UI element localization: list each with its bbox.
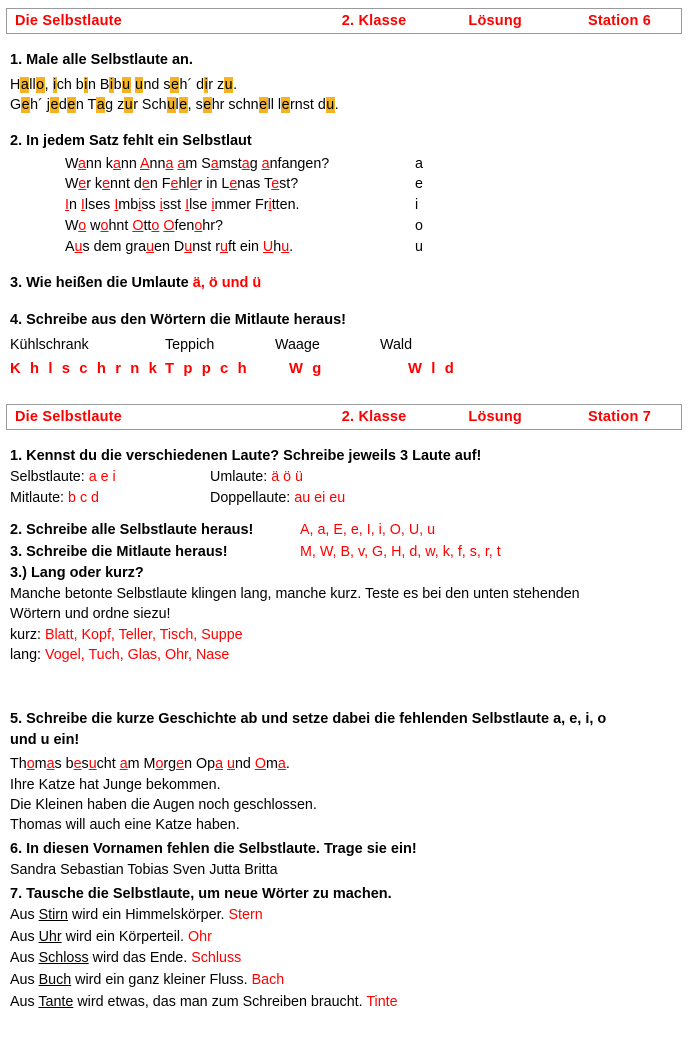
sentence-text — [65, 195, 415, 216]
grid-cell: Teppich — [165, 336, 215, 353]
red-vowel: a — [261, 155, 270, 172]
s7-task2-row — [10, 520, 678, 542]
text-run: rnst d — [290, 96, 326, 113]
text-run: m — [265, 756, 278, 773]
swap-prefix: Aus — [10, 993, 39, 1010]
sentence-row — [10, 195, 678, 216]
station7-header-bar — [6, 404, 682, 430]
swap-answer: Stern — [228, 906, 263, 923]
text-run: hnt — [108, 217, 133, 234]
red-vowel: u — [146, 238, 155, 255]
text-run: r k — [86, 176, 103, 193]
highlighted-vowel: e — [203, 96, 212, 113]
text-run: s dem gra — [82, 238, 147, 255]
red-vowel: a — [112, 155, 121, 172]
highlighted-vowel: e — [259, 96, 268, 113]
swap-prefix: Aus — [10, 928, 39, 945]
text-run: r z — [208, 76, 225, 93]
text-run: W — [65, 176, 79, 193]
text-run: hr schn — [211, 96, 259, 113]
station6-header-bar — [6, 8, 682, 34]
red-vowel: e — [73, 756, 82, 773]
text-run: b — [113, 76, 122, 93]
text-run: nn k — [85, 155, 113, 172]
red-vowel: a — [177, 155, 186, 172]
station7-title: Die Selbstlaute — [15, 409, 122, 426]
s7-task3b-lang-row — [10, 645, 678, 665]
grid-cell: T p p c h — [165, 361, 250, 378]
s7-task3b-text-line1: Manche betonte Selbstlaute klingen lang, manche kurz. Teste es bei den unten stehenden — [10, 585, 580, 602]
station7-station-number: Station 7 — [587, 409, 651, 426]
swap-row — [10, 948, 678, 970]
text-run: ft ein — [227, 238, 263, 255]
s6-task3-answer: ä, ö und ü — [192, 275, 262, 292]
text-run: nn — [120, 155, 140, 172]
s7-kurz-answer: Blatt, Kopf, Teller, Tisch, Suppe — [44, 626, 243, 643]
sentence-answer: a — [415, 155, 423, 172]
red-vowel: u — [227, 756, 235, 773]
s6-task4-words — [10, 335, 678, 356]
text-run: en D — [154, 238, 185, 255]
highlighted-vowel: u — [135, 76, 143, 93]
red-vowel: e — [176, 756, 185, 773]
red-vowel: a — [215, 756, 224, 773]
sentence-answer: e — [415, 176, 423, 193]
sentence-text — [65, 154, 415, 175]
text-run: nfangen? — [269, 155, 330, 172]
s7-lang-label: lang: — [10, 646, 45, 663]
s6-task4-answers — [10, 358, 678, 380]
red-vowel: i — [211, 197, 215, 214]
red-vowel: u — [281, 238, 290, 255]
highlighted-vowel: i — [109, 76, 114, 93]
text-run: . — [334, 96, 339, 113]
highlighted-vowel: e — [21, 96, 30, 113]
text-run: ll l — [267, 96, 282, 113]
red-vowel: a — [277, 756, 286, 773]
highlighted-vowel: u — [326, 96, 335, 113]
text-run: hr? — [202, 217, 223, 234]
red-vowel: a — [210, 155, 219, 172]
swap-source-word: Uhr — [38, 928, 62, 945]
text-run: mst — [218, 155, 242, 172]
red-vowel: I — [80, 197, 85, 214]
s7-kurz-label: kurz: — [10, 626, 45, 643]
laute-label: Doppellaute: — [210, 490, 295, 507]
text-run: ss — [141, 197, 160, 214]
swap-clue: wird ein Himmelskörper. — [68, 906, 229, 923]
highlighted-vowel: e — [179, 96, 188, 113]
highlighted-vowel: a — [96, 96, 105, 113]
laute-col-left — [10, 488, 210, 509]
s6-task3-question: 3. Wie heißen die Umlaute — [10, 275, 193, 292]
text-run: nnt d — [110, 176, 142, 193]
red-vowel: a — [77, 155, 86, 172]
red-vowel: e — [189, 176, 198, 193]
highlighted-vowel: e — [170, 76, 179, 93]
s6-task3-heading — [10, 273, 678, 294]
red-vowel: e — [229, 176, 238, 193]
laute-col-left — [10, 467, 210, 488]
red-vowel: e — [102, 176, 111, 193]
text-run: G — [10, 96, 22, 113]
text-run: tten. — [271, 197, 300, 214]
text-run: m S — [185, 155, 211, 172]
text-run: h´ j — [30, 96, 50, 113]
swap-row — [10, 992, 678, 1014]
highlighted-vowel: u — [124, 96, 133, 113]
station7-body — [0, 446, 688, 1013]
station7-loesung: Lösung — [468, 409, 522, 426]
swap-clue: wird ein Körperteil. — [61, 928, 188, 945]
text-run: s b — [54, 756, 74, 773]
red-vowel: U — [262, 238, 274, 255]
text-run: w — [86, 217, 101, 234]
text-run: n B — [87, 76, 110, 93]
red-vowel: o — [100, 217, 109, 234]
swap-prefix: Aus — [10, 950, 39, 967]
station7-klasse: 2. Klasse — [341, 409, 407, 426]
sentence-answer: o — [415, 217, 423, 234]
swap-answer: Bach — [251, 972, 285, 989]
text-run: h´ d — [179, 76, 205, 93]
text-run: , s — [187, 96, 203, 113]
s6-task2-rows — [10, 154, 678, 258]
red-vowel: I — [185, 197, 190, 214]
red-vowel: o — [78, 217, 87, 234]
red-vowel: i — [268, 197, 272, 214]
sentence-row — [10, 174, 678, 195]
station6-klasse: 2. Klasse — [341, 13, 407, 29]
text-run: mb — [118, 197, 139, 214]
s7-task3-row — [10, 542, 678, 564]
s7-lang-answer: Vogel, Tuch, Glas, Ohr, Nase — [44, 646, 230, 663]
swap-prefix: Aus — [10, 972, 39, 989]
s6-task1-line1 — [10, 75, 678, 95]
laute-answer: ä ö ü — [271, 468, 303, 485]
swap-row — [10, 970, 678, 992]
s7-task3-answer: M, W, B, v, G, H, d, w, k, f, s, r, t — [300, 543, 501, 560]
text-run: n T — [75, 96, 97, 113]
red-vowel: a — [46, 756, 55, 773]
text-run — [131, 77, 135, 93]
text-run: cht — [96, 756, 120, 773]
s7-task2-answer: A, a, E, e, I, i, O, U, u — [300, 521, 436, 538]
swap-source-word: Buch — [38, 972, 72, 989]
highlighted-vowel: e — [50, 96, 59, 113]
red-vowel: I — [65, 197, 69, 214]
laute-label: Umlaute: — [210, 468, 272, 485]
text-run: hl — [178, 176, 190, 193]
grid-cell: W g — [289, 361, 324, 378]
swap-clue: wird etwas, das man zum Schreiben braucht. — [73, 993, 367, 1010]
swap-answer: Tinte — [366, 993, 398, 1010]
s7-task1-heading: 1. Kennst du die verschiedenen Laute? Schreibe jeweils 3 Laute auf! — [10, 448, 482, 465]
grid-cell: Kühlschrank — [10, 336, 89, 353]
red-vowel: O — [132, 217, 144, 234]
s7-task3b-text-line2: Wörtern und ordne siezu! — [10, 606, 171, 623]
red-vowel: I — [114, 197, 119, 214]
station6-body — [0, 50, 688, 380]
text-run: fen — [174, 217, 195, 234]
text-run: l — [175, 96, 179, 113]
text-run: g z — [105, 96, 125, 113]
highlighted-vowel: i — [53, 76, 57, 93]
swap-row — [10, 927, 678, 949]
sentence-row — [10, 237, 678, 258]
text-run: s — [81, 756, 89, 773]
text-run: nd s — [143, 76, 171, 93]
text-run: nn — [149, 155, 166, 172]
text-run: , — [44, 76, 53, 93]
text-run: A — [65, 238, 75, 255]
s7-task3b-heading: 3.) Lang oder kurz? — [10, 565, 144, 582]
swap-source-word: Stirn — [38, 906, 69, 923]
s7-task3-heading: 3. Schreibe die Mitlaute heraus! — [10, 543, 228, 560]
station6-station-number: Station 6 — [587, 13, 651, 29]
text-run: tt — [143, 217, 152, 234]
station6-title: Die Selbstlaute — [15, 13, 122, 29]
red-vowel: o — [26, 756, 35, 773]
text-run: sst — [162, 197, 186, 214]
text-run: W — [65, 155, 78, 172]
text-run: g — [249, 155, 262, 172]
grid-cell: Wald — [380, 336, 413, 353]
red-vowel: o — [194, 217, 203, 234]
s7-task5-story-line3: Die Kleinen haben die Augen noch geschlossen. — [10, 796, 317, 813]
sentence-answer: u — [415, 238, 423, 255]
text-run: nas T — [237, 176, 272, 193]
swap-source-word: Tante — [38, 993, 74, 1010]
text-run: st? — [279, 176, 299, 193]
red-vowel: a — [165, 155, 174, 172]
red-vowel: O — [163, 217, 175, 234]
text-run: n F — [149, 176, 171, 193]
text-run: h — [273, 238, 282, 255]
s7-task5-story-line1 — [10, 754, 678, 774]
red-vowel: e — [78, 176, 87, 193]
red-vowel: a — [241, 155, 250, 172]
highlighted-vowel: o — [36, 76, 45, 93]
red-vowel: i — [138, 197, 142, 214]
swap-row — [10, 905, 678, 927]
sentence-row — [10, 216, 678, 237]
laute-row — [10, 488, 678, 509]
red-vowel: e — [170, 176, 179, 193]
s6-task1-line2 — [10, 95, 678, 115]
s7-task7-heading: 7. Tausche die Selbstlaute, um neue Wörter zu machen. — [10, 886, 392, 903]
highlighted-vowel: u — [224, 76, 233, 93]
red-vowel: O — [254, 756, 266, 773]
sentence-row — [10, 154, 678, 175]
worksheet-page — [0, 8, 688, 1048]
text-run: nst r — [192, 238, 220, 255]
sentence-answer: i — [415, 197, 419, 214]
highlighted-vowel: e — [67, 96, 76, 113]
text-run: r in L — [197, 176, 230, 193]
red-vowel: u — [74, 238, 83, 255]
station6-loesung: Lösung — [468, 13, 522, 29]
s7-task2-heading: 2. Schreibe alle Selbstlaute heraus! — [10, 521, 254, 538]
laute-label: Mitlaute: — [10, 490, 69, 507]
text-run: . — [289, 238, 294, 255]
sentence-text — [65, 174, 415, 195]
laute-col-right — [210, 467, 303, 488]
s7-task3b-kurz-row — [10, 625, 678, 645]
text-run: . — [285, 756, 290, 773]
red-vowel: e — [271, 176, 280, 193]
laute-col-right — [210, 488, 345, 509]
text-run: nd — [234, 756, 255, 773]
highlighted-vowel: e — [281, 96, 290, 113]
text-run: m M — [127, 756, 156, 773]
text-run: d — [58, 96, 67, 113]
swap-clue: wird das Ende. — [88, 950, 192, 967]
s6-task2-heading: 2. In jedem Satz fehlt ein Selbstlaut — [10, 133, 252, 150]
s7-task5-heading-line1: 5. Schreibe die kurze Geschichte ab und setze dabei die fehlenden Selbstlaute a, e, i, o — [10, 711, 607, 728]
s6-task1-heading: 1. Male alle Selbstlaute an. — [10, 52, 193, 68]
swap-clue: wird ein ganz kleiner Fluss. — [71, 972, 252, 989]
s7-task5-story-line2: Ihre Katze hat Junge bekommen. — [10, 776, 221, 793]
swap-prefix: Aus — [10, 906, 39, 923]
red-vowel: o — [155, 756, 164, 773]
highlighted-vowel: i — [204, 76, 208, 93]
sentence-text — [65, 237, 415, 258]
sentence-text — [65, 216, 415, 237]
swap-answer: Schluss — [191, 950, 242, 967]
highlighted-vowel: i — [84, 76, 88, 93]
text-run: ch b — [56, 76, 84, 93]
grid-cell: K h l s c h r n k — [10, 361, 160, 378]
red-vowel: e — [141, 176, 150, 193]
red-vowel: u — [220, 238, 228, 255]
text-run: mmer Fr — [214, 197, 269, 214]
highlighted-vowel: u — [122, 76, 131, 93]
text-run: lses — [84, 197, 115, 214]
laute-label: Selbstlaute: — [10, 468, 89, 485]
text-run: . — [233, 76, 238, 93]
s7-task6-names: Sandra Sebastian Tobias Sven Jutta Britta — [10, 862, 278, 879]
text-run: n Op — [184, 756, 216, 773]
text-run: H — [10, 76, 21, 93]
grid-cell: W l d — [408, 361, 457, 378]
s7-task5-story-line4: Thomas will auch eine Katze haben. — [10, 817, 240, 834]
s6-task4-heading: 4. Schreibe aus den Wörtern die Mitlaute heraus! — [10, 311, 346, 328]
red-vowel: a — [119, 756, 128, 773]
red-vowel: u — [184, 238, 193, 255]
laute-row — [10, 467, 678, 488]
s7-task5-heading-line2: und u ein! — [10, 731, 80, 748]
laute-answer: b c d — [68, 490, 100, 507]
red-vowel: A — [140, 155, 150, 172]
text-run: W — [65, 217, 79, 234]
text-run: n — [68, 197, 81, 214]
s7-task1-rows — [10, 467, 678, 510]
text-run: lse — [189, 197, 212, 214]
text-run: m — [34, 756, 47, 773]
text-run: rg — [163, 756, 177, 773]
text-run: r Sch — [133, 96, 167, 113]
text-run: Th — [10, 756, 27, 773]
text-run: ll — [29, 76, 36, 93]
highlighted-vowel: u — [167, 96, 176, 113]
swap-answer: Ohr — [188, 928, 212, 945]
red-vowel: o — [151, 217, 160, 234]
red-vowel: u — [88, 756, 97, 773]
grid-cell: Waage — [275, 336, 320, 353]
highlighted-vowel: a — [20, 76, 29, 93]
red-vowel: i — [159, 197, 163, 214]
s7-task6-heading: 6. In diesen Vornamen fehlen die Selbstlaute. Trage sie ein! — [10, 841, 417, 858]
laute-answer: a e i — [88, 468, 116, 485]
swap-source-word: Schloss — [38, 950, 89, 967]
laute-answer: au ei eu — [294, 490, 346, 507]
s7-task7-rows — [10, 905, 678, 1014]
